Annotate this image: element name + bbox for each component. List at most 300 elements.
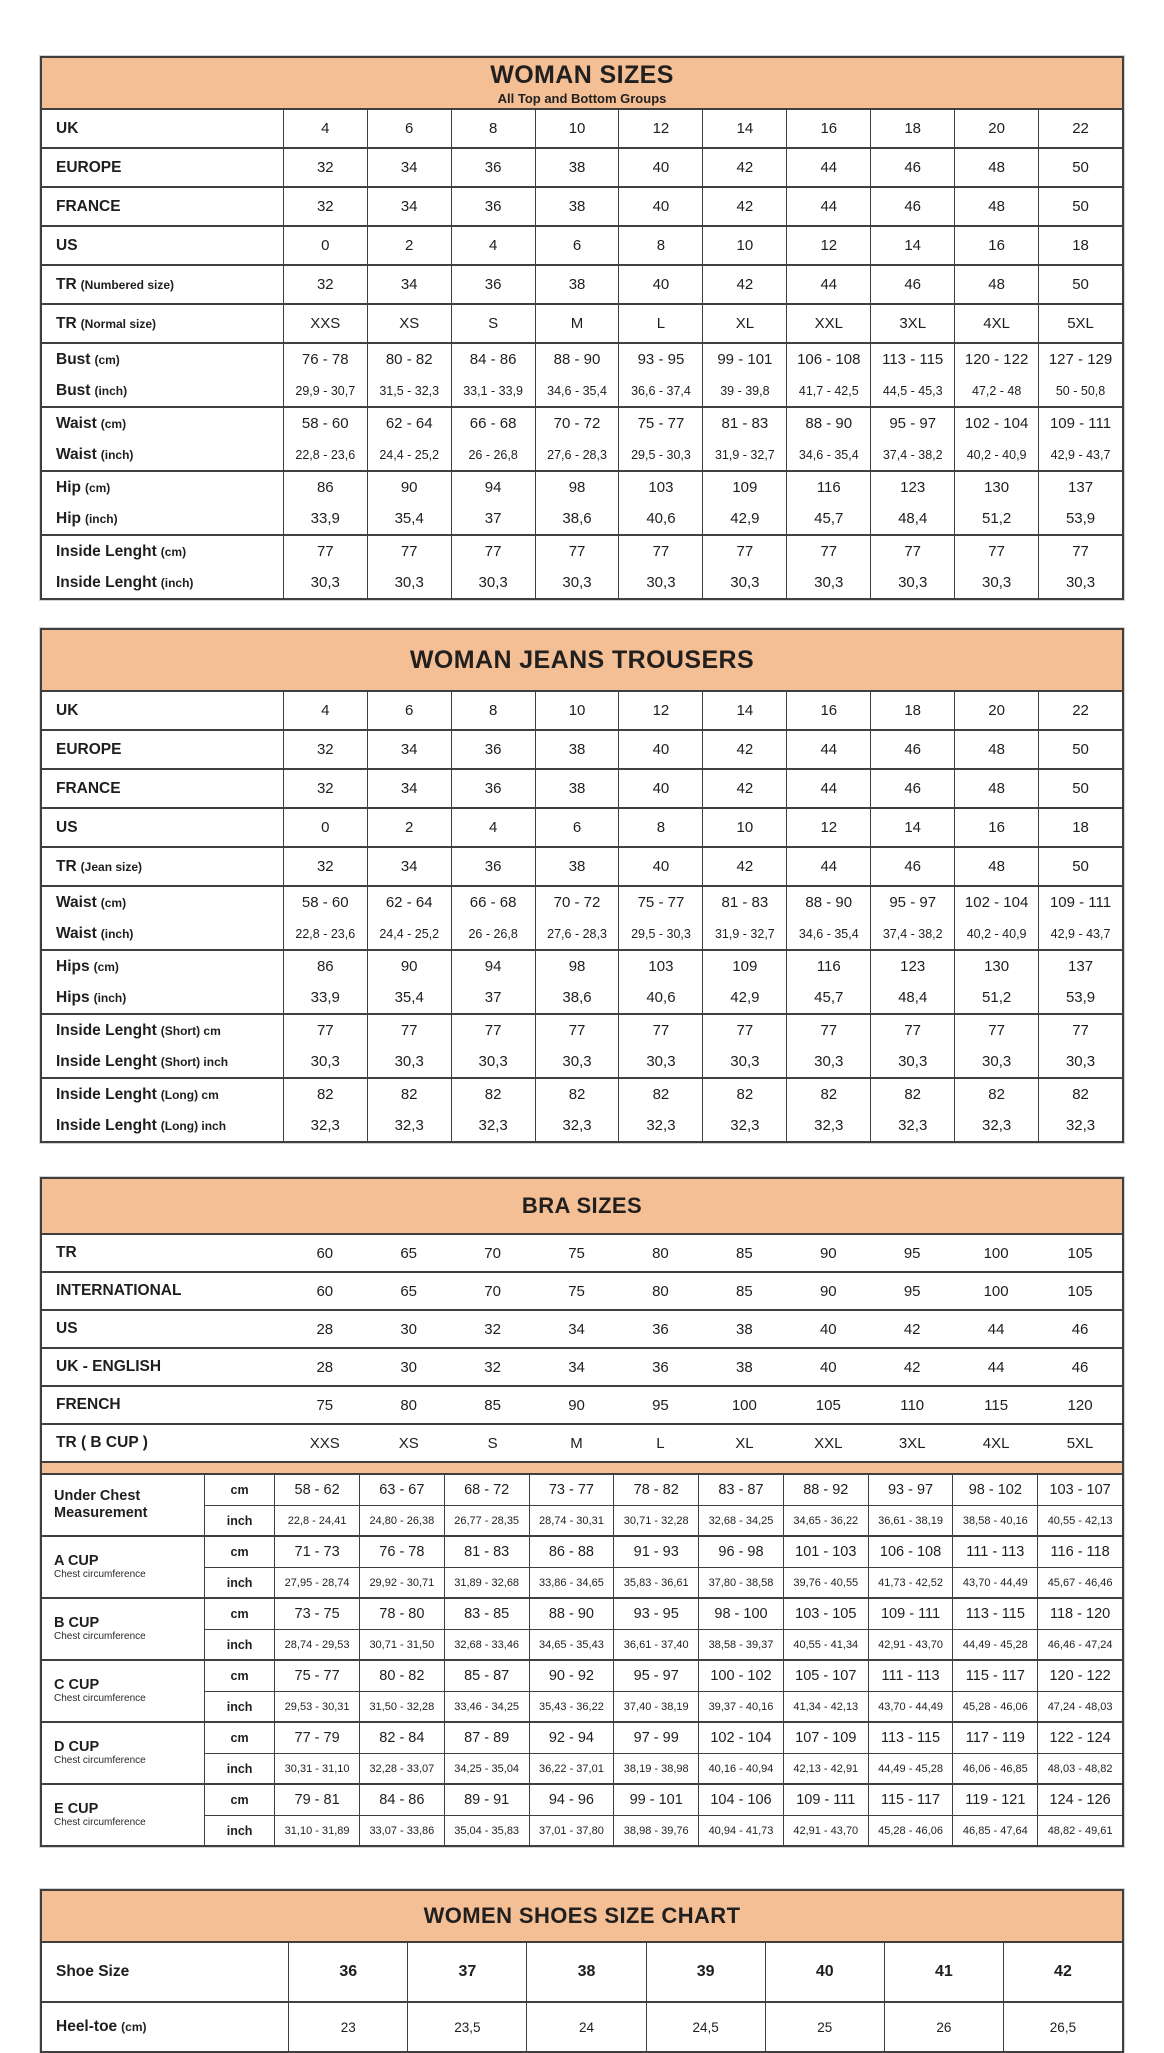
row-label-text: FRENCH [56, 1396, 121, 1413]
table-cell: 4 [451, 809, 535, 846]
table-cell: 122 - 124 [1037, 1723, 1122, 1753]
table-cell: 30 [400, 1320, 418, 1338]
table-cell: 48 [954, 731, 1038, 768]
row-label-note: (Jean size) [80, 859, 143, 874]
table-cell: 81 - 83 [702, 408, 786, 439]
table-cell: XS [367, 305, 451, 342]
row-label [42, 375, 283, 406]
table-cell: 85 [736, 1282, 753, 1300]
table-cell: 68 - 72 [444, 1475, 529, 1505]
table-cell: 30,3 [367, 1046, 451, 1077]
table-cell: 30,3 [1038, 567, 1122, 598]
row-group [42, 186, 1122, 225]
table-cell: 27,95 - 28,74 [274, 1567, 359, 1597]
table-cell: 33,9 [283, 503, 367, 534]
row-label-note: (cm) [93, 959, 119, 974]
table-cell: 82 [1038, 1079, 1122, 1110]
row-label-note: (cm) [84, 480, 111, 495]
table-cell: 65 [400, 1244, 418, 1262]
table-cell: 75 - 77 [618, 887, 702, 918]
row-label [42, 536, 283, 567]
table-cell: 12 [786, 809, 870, 846]
unit-label: inch [204, 1629, 274, 1659]
table-cell: 30,3 [283, 567, 367, 598]
table-cell: 71 - 73 [274, 1537, 359, 1567]
table-cell: 30,3 [954, 567, 1038, 598]
row-label-text: Hip [56, 478, 81, 496]
row-label-text: Bust [56, 350, 91, 368]
table-cell: 34 [367, 770, 451, 807]
table-cell: M [535, 305, 619, 342]
table-cell: 82 [451, 1079, 535, 1110]
table-cell: 115 - 117 [952, 1661, 1037, 1691]
table-cell: 40,94 - 41,73 [698, 1815, 783, 1845]
table-cell: 50 [1038, 149, 1122, 186]
table-title: WOMEN SHOES SIZE CHART [423, 1903, 741, 1928]
table-cell: 119 - 121 [952, 1785, 1037, 1815]
row-label-text: Hip [56, 509, 81, 527]
row-group [42, 147, 1122, 186]
table-cell: 65 [400, 1282, 418, 1300]
table-cell: 30,71 - 31,50 [359, 1629, 444, 1659]
row-label [42, 227, 283, 264]
unit-label: cm [204, 1475, 274, 1505]
row-label-note: (cm) [121, 2020, 147, 2034]
table-cell: 45,7 [786, 982, 870, 1013]
row-label [42, 887, 283, 918]
table-cell: 44 [987, 1320, 1005, 1338]
row-label-text: UK [56, 119, 79, 137]
table-cell: 34 [568, 1320, 585, 1338]
row-label [42, 1425, 283, 1461]
table-row [42, 1110, 1122, 1141]
row-label [42, 110, 283, 147]
table-cell: 86 [283, 951, 367, 982]
table-cell: 14 [702, 692, 786, 729]
table-cell: 82 [870, 1079, 954, 1110]
table-cell: 38,6 [535, 503, 619, 534]
row-label [42, 1387, 283, 1423]
table-cell: 116 - 118 [1037, 1537, 1122, 1567]
table-cell: 40 [618, 770, 702, 807]
table-cell: 40,16 - 40,94 [698, 1753, 783, 1783]
table-cell: 98 [535, 951, 619, 982]
table-cell: 29,92 - 30,71 [359, 1567, 444, 1597]
table-cell: 116 [786, 472, 870, 503]
table-cell: 12 [618, 692, 702, 729]
table-cell: 103 [618, 951, 702, 982]
row-group [42, 2001, 1122, 2051]
table-cell: 109 - 111 [868, 1599, 953, 1629]
row-label [42, 1015, 283, 1046]
table-cell: 46 [870, 188, 954, 225]
table-cell: 83 - 87 [698, 1475, 783, 1505]
table-cell: 20 [954, 692, 1038, 729]
row-label-text: Bust [56, 381, 91, 399]
table-cell: 103 - 105 [783, 1599, 868, 1629]
table-cell: 137 [1038, 951, 1122, 982]
table-cell: 62 - 64 [367, 408, 451, 439]
table-cell: 35,04 - 35,83 [444, 1815, 529, 1845]
table-cell: 48,03 - 48,82 [1037, 1753, 1122, 1783]
table-cell: 83 - 85 [444, 1599, 529, 1629]
table-cell: 36 [451, 266, 535, 303]
row-label-text: EUROPE [56, 740, 122, 758]
table-cell: 103 - 107 [1037, 1475, 1122, 1505]
table-cell: 48,4 [870, 982, 954, 1013]
table-cell: 18 [1038, 809, 1122, 846]
table-cell: 76 - 78 [359, 1537, 444, 1567]
cup-group [42, 1659, 1122, 1721]
table-cell: 77 [786, 1015, 870, 1046]
table-cell: 37,01 - 37,80 [529, 1815, 614, 1845]
row-label [42, 408, 283, 439]
table-cell: 38 [526, 1943, 645, 2001]
table-row [42, 110, 1122, 147]
table-cell: 94 [451, 472, 535, 503]
table-cell: 32 [283, 266, 367, 303]
row-group [42, 1347, 1122, 1385]
table-cell: 14 [870, 809, 954, 846]
table-cell: 42 [903, 1320, 921, 1338]
table-row [42, 731, 1122, 768]
table-cell: 42 [1003, 1943, 1122, 2001]
table-cell: 6 [535, 227, 619, 264]
table-cell: 34,6 - 35,4 [786, 918, 870, 949]
table-cell: 32,68 - 33,46 [444, 1629, 529, 1659]
table-cell: 32,3 [786, 1110, 870, 1141]
table-cell: 35,43 - 36,22 [529, 1691, 614, 1721]
table-cell: 36 [451, 188, 535, 225]
table-cell: 98 [535, 472, 619, 503]
table-cell: 84 - 86 [359, 1785, 444, 1815]
table-cell: 38 [736, 1320, 753, 1338]
table-cell: 4 [283, 692, 367, 729]
table-cell: 58 - 60 [283, 887, 367, 918]
table-cell: 77 [954, 1015, 1038, 1046]
cup-label-text: B CUP [54, 1614, 100, 1631]
table-cell: 46 [1071, 1358, 1089, 1376]
table-cell: 3XL [870, 305, 954, 342]
table-cell: 44,5 - 45,3 [870, 375, 954, 406]
table-cell: 113 - 115 [952, 1599, 1037, 1629]
table-cell: 31,5 - 32,3 [367, 375, 451, 406]
table-cell: 4XL [982, 1434, 1010, 1452]
table-cell: 123 [870, 951, 954, 982]
row-label-note: (inch) [93, 990, 127, 1005]
row-label-text: Inside Lenght [56, 1052, 157, 1070]
table-cell: 90 [819, 1282, 837, 1300]
table-row [42, 375, 1122, 406]
table-cell: 80 [400, 1396, 418, 1414]
table-cell: 34 [568, 1358, 585, 1376]
row-label-text: UK - ENGLISH [56, 1358, 162, 1375]
row-label-note: (Short) cm [160, 1023, 221, 1038]
table-cell: 118 - 120 [1037, 1599, 1122, 1629]
table-cell: 34,65 - 36,22 [783, 1505, 868, 1535]
row-label-text: FRANCE [56, 197, 121, 215]
table-cell: 77 [870, 536, 954, 567]
table-cell: 26 - 26,8 [451, 918, 535, 949]
table-cell: 77 [535, 1015, 619, 1046]
table-cell: 82 [535, 1079, 619, 1110]
table-cell: 91 - 93 [613, 1537, 698, 1567]
table-cell: 36 [451, 149, 535, 186]
table-row [42, 1349, 1122, 1385]
table-cell: 95 - 97 [613, 1661, 698, 1691]
table-cell: S [487, 1434, 498, 1452]
row-label-note: (inch) [100, 926, 134, 941]
table-cell: 78 - 82 [613, 1475, 698, 1505]
table-title: BRA SIZES [521, 1193, 643, 1218]
table-cell: 73 - 75 [274, 1599, 359, 1629]
table-cell: 90 [367, 951, 451, 982]
table-cell: 32,3 [535, 1110, 619, 1141]
table-cell: 117 - 119 [952, 1723, 1037, 1753]
table-cell: 38,58 - 39,37 [698, 1629, 783, 1659]
table-cell: 30,3 [954, 1046, 1038, 1077]
table-cell: 60 [316, 1282, 334, 1300]
table-cell: 42,9 [702, 982, 786, 1013]
table-cell: 77 [283, 536, 367, 567]
table-cell: 42 [702, 731, 786, 768]
table-cell: 75 - 77 [618, 408, 702, 439]
table-cell: 44 [786, 188, 870, 225]
table-cell: 28 [316, 1358, 334, 1376]
table-cell: 46,85 - 47,64 [952, 1815, 1037, 1845]
cup-sublabel: Chest circumference [54, 1693, 146, 1705]
table-cell: 22 [1038, 110, 1122, 147]
table-cell: 8 [451, 692, 535, 729]
table-cell: 40,55 - 42,13 [1037, 1505, 1122, 1535]
table-cell: 30,31 - 31,10 [274, 1753, 359, 1783]
table-cell: 115 - 117 [868, 1785, 953, 1815]
table-cell: 109 - 111 [783, 1785, 868, 1815]
table-cell: 90 [367, 472, 451, 503]
table-cell: 16 [786, 692, 870, 729]
table-cell: 77 [702, 536, 786, 567]
table-cell: 48 [954, 266, 1038, 303]
table-header [42, 58, 1122, 110]
row-label [42, 266, 283, 303]
table-header [42, 630, 1122, 692]
row-group [42, 949, 1122, 1013]
row-group [42, 406, 1122, 470]
table-cell: 106 - 108 [868, 1537, 953, 1567]
row-label [42, 1079, 283, 1110]
table-cell: 45,7 [786, 503, 870, 534]
table-cell: 77 - 79 [274, 1723, 359, 1753]
table-cell: 32 [283, 848, 367, 885]
row-label-text: Waist [56, 445, 97, 463]
table-cell: 30,3 [618, 1046, 702, 1077]
table-cell: 82 [618, 1079, 702, 1110]
row-group [42, 342, 1122, 406]
cup-sublabel: Chest circumference [54, 1631, 146, 1643]
row-label-text: TR ( B CUP ) [56, 1434, 148, 1451]
table-cell: 48 [954, 188, 1038, 225]
row-label [42, 149, 283, 186]
table-cell: 40 [819, 1320, 837, 1338]
table-cell: 38 [535, 848, 619, 885]
table-cell: 102 - 104 [954, 887, 1038, 918]
table-cell: 8 [618, 227, 702, 264]
table-cell: 40,2 - 40,9 [954, 439, 1038, 470]
row-label-text: Heel-toe [56, 2018, 118, 2035]
table-cell: 42 [702, 848, 786, 885]
table-cell: 95 - 97 [870, 887, 954, 918]
table-cell: 44,49 - 45,28 [952, 1629, 1037, 1659]
table-cell: XL [735, 1434, 754, 1452]
table-row [42, 951, 1122, 982]
table-cell: 42 [702, 149, 786, 186]
row-label [42, 1943, 288, 2001]
table-cell: 33,9 [283, 982, 367, 1013]
table-cell: 31,9 - 32,7 [702, 918, 786, 949]
table-cell: 18 [870, 692, 954, 729]
row-label [42, 503, 283, 534]
row-label-note: (inch) [160, 575, 194, 590]
row-label-text: Shoe Size [56, 1963, 130, 1980]
table-cell: 46 [870, 770, 954, 807]
table-row [42, 266, 1122, 303]
table-cell: 33,86 - 34,65 [529, 1567, 614, 1597]
table-cell: 35,83 - 36,61 [613, 1567, 698, 1597]
table-row [42, 1079, 1122, 1110]
table-cell: 51,2 [954, 503, 1038, 534]
table-cell: 73 - 77 [529, 1475, 614, 1505]
row-label [42, 1349, 283, 1385]
table-cell: 38 [535, 770, 619, 807]
table-cell: 4 [451, 227, 535, 264]
row-group [42, 729, 1122, 768]
table-cell: XL [702, 305, 786, 342]
cup-group [42, 1783, 1122, 1845]
unit-label: inch [204, 1753, 274, 1783]
table-cell: 77 [870, 1015, 954, 1046]
table-cell: 30,3 [451, 567, 535, 598]
row-label [42, 1046, 283, 1077]
table-cell: 30,3 [870, 567, 954, 598]
table-cell: 110 [900, 1396, 925, 1414]
table-cell: 34 [367, 149, 451, 186]
table-cell: 84 - 86 [451, 344, 535, 375]
table-cell: 38 [736, 1358, 753, 1376]
row-label-text: Inside Lenght [56, 1085, 157, 1103]
table-cell: 48 [954, 848, 1038, 885]
table-cell: 22,8 - 24,41 [274, 1505, 359, 1535]
table-cell: 42,9 [702, 503, 786, 534]
table-cell: 32,3 [618, 1110, 702, 1141]
table-cell: 77 [702, 1015, 786, 1046]
table-cell: 109 - 111 [1038, 408, 1122, 439]
table-cell: 47,24 - 48,03 [1037, 1691, 1122, 1721]
table-row [42, 1273, 1122, 1309]
table-cell: 6 [367, 110, 451, 147]
cup-sublabel: Chest circumference [54, 1569, 146, 1581]
table-cell: 2 [367, 227, 451, 264]
woman-jeans-trousers-table [40, 628, 1124, 1143]
table-row [42, 1425, 1122, 1461]
table-row [42, 887, 1122, 918]
cup-group [42, 1475, 1122, 1535]
table-cell: 47,2 - 48 [954, 375, 1038, 406]
table-cell: 12 [618, 110, 702, 147]
row-label-text: TR [56, 275, 77, 293]
table-cell: 30,3 [870, 1046, 954, 1077]
table-cell: 27,6 - 28,3 [535, 918, 619, 949]
table-cell: 102 - 104 [698, 1723, 783, 1753]
table-cell: 70 [484, 1282, 501, 1300]
table-row [42, 188, 1122, 225]
table-cell: 82 [702, 1079, 786, 1110]
cup-label-text: A CUP [54, 1552, 99, 1569]
unit-label: inch [204, 1567, 274, 1597]
table-cell: 127 - 129 [1038, 344, 1122, 375]
row-label-text: EUROPE [56, 158, 122, 176]
table-cell: 6 [367, 692, 451, 729]
table-cell: 40 [618, 149, 702, 186]
table-cell: 22,8 - 23,6 [283, 439, 367, 470]
table-cell: 30,3 [367, 567, 451, 598]
table-body [42, 1943, 1122, 2051]
table-cell: 98 - 100 [698, 1599, 783, 1629]
table-cell: 24,4 - 25,2 [367, 439, 451, 470]
table-cell: 41,34 - 42,13 [783, 1691, 868, 1721]
table-row [42, 344, 1122, 375]
table-cell: 32 [283, 149, 367, 186]
row-label [42, 472, 283, 503]
table-cell: 20 [954, 110, 1038, 147]
cup-label [42, 1537, 204, 1597]
table-cell: 29,5 - 30,3 [618, 439, 702, 470]
row-label [42, 1110, 283, 1141]
table-cell: 42,13 - 42,91 [783, 1753, 868, 1783]
table-cell: 86 - 88 [529, 1537, 614, 1567]
table-cell: 75 [568, 1244, 585, 1262]
table-cell: 36 [652, 1320, 669, 1338]
bra-sizes-table [40, 1177, 1124, 1847]
table-body [42, 110, 1122, 598]
table-cell: 29,5 - 30,3 [618, 918, 702, 949]
cup-group [42, 1721, 1122, 1783]
row-label-text: Inside Lenght [56, 1021, 157, 1039]
row-label [42, 188, 283, 225]
table-cell: 48 [954, 770, 1038, 807]
table-cell: 63 - 67 [359, 1475, 444, 1505]
table-cell: 39,76 - 40,55 [783, 1567, 868, 1597]
table-cell: 24,4 - 25,2 [367, 918, 451, 949]
table-cell: 37 [451, 503, 535, 534]
table-cell: 50 [1038, 188, 1122, 225]
table-cell: 111 - 113 [868, 1661, 953, 1691]
table-cell: 33,46 - 34,25 [444, 1691, 529, 1721]
table-cell: 27,6 - 28,3 [535, 439, 619, 470]
table-cell: 40 [618, 266, 702, 303]
unit-label: cm [204, 1599, 274, 1629]
table-cell: 42 [903, 1358, 921, 1376]
table-cell: 80 [652, 1282, 669, 1300]
row-label [42, 1273, 283, 1309]
table-cell: 32,3 [283, 1110, 367, 1141]
table-cell: 31,89 - 32,68 [444, 1567, 529, 1597]
table-cell: 38,19 - 38,98 [613, 1753, 698, 1783]
table-cell: 10 [702, 809, 786, 846]
row-group [42, 885, 1122, 949]
table-cell: 30,71 - 32,28 [613, 1505, 698, 1535]
table-cell: 100 [731, 1396, 757, 1414]
row-group [42, 1235, 1122, 1271]
